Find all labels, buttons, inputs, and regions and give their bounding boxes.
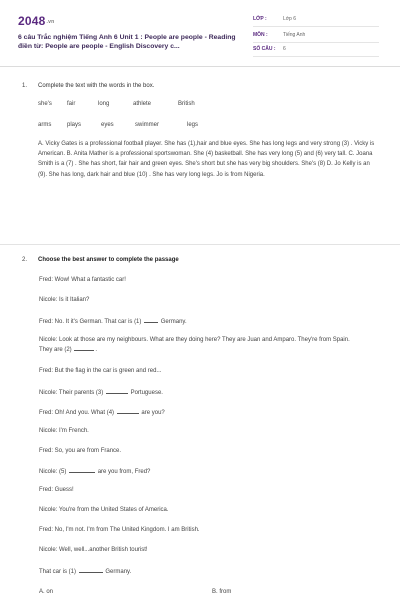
dialogue-line: Fred: Guess!	[39, 487, 74, 493]
meta-lop	[253, 14, 379, 27]
dialogue-line: Nicole: Well, well...another British tourist!	[39, 547, 148, 553]
site-logo[interactable]	[18, 14, 54, 28]
question-number: 1.	[22, 83, 28, 89]
section-divider	[0, 244, 400, 245]
dialogue-line: Nicole: I'm French.	[39, 428, 89, 434]
meta-socau-label: SỐ CÂU :	[253, 46, 276, 52]
question-instruction: Complete the text with the words in the box.	[38, 83, 155, 89]
dialogue-line: That car is (1) Germany.	[39, 569, 132, 575]
answer-option-b[interactable]: B. from	[212, 589, 232, 595]
dialogue-line: Fred: No, I'm not. I'm from The United Kingdom. I am British.	[39, 527, 200, 533]
meta-lop-label: LỚP :	[253, 16, 267, 22]
quiz-title: 6 câu Trắc nghiệm Tiếng Anh 6 Unit 1 : People are people - Reading điền từ: People are people - English Discovery c...	[18, 34, 236, 50]
page-header	[0, 0, 400, 64]
meta-lop-value: Lớp 6	[283, 16, 297, 22]
dialogue-line: Nicole: (5) are you from, Fred?	[39, 469, 151, 475]
logo-text: 2048	[18, 14, 46, 28]
reading-passage: A. Vicky Gates is a professional football player. She has (1),hair and blue eyes. She has long legs and very strong (3) . Vicky is American. B. Anita Mather is a professional sportswoman. She (4) basketball. She has very long (5) and (6) very tall. C. Joana Smith is a (7) . She has short, fair hair and green eyes. She's short but she has very big shoulders. She's (8) D. Jo Kelly is an (9). She has long, dark hair and blue (10) . She has very long legs. Jo is from Nigeria.	[38, 141, 375, 178]
word-item: British	[178, 101, 195, 107]
answer-blank[interactable]	[106, 388, 128, 394]
answer-blank[interactable]	[69, 467, 95, 473]
answer-blank[interactable]	[144, 317, 158, 323]
meta-socau	[253, 44, 379, 57]
dialogue-line: Fred: Oh! And you. What (4) are you?	[39, 410, 165, 416]
word-item: legs	[187, 122, 199, 128]
word-item: fair	[67, 101, 76, 107]
meta-mon-value: Tiếng Anh	[283, 32, 306, 38]
dialogue-line: Nicole: Is it Italian?	[39, 297, 90, 303]
word-item: arms	[38, 122, 52, 128]
answer-option-a[interactable]: A. on	[39, 589, 54, 595]
word-item: she's	[38, 101, 52, 107]
dialogue-line: Nicole: You're from the United States of America.	[39, 507, 169, 513]
word-item: eyes	[101, 122, 114, 128]
dialogue-line: Nicole: Their parents (3) Portuguese.	[39, 390, 163, 396]
dialogue-line: Nicole: Look at those are my neighbours. What are they doing here? They are Juan and Amparo. They're from Spain. They are (2) .	[39, 337, 350, 353]
dialogue-line: Fred: So, you are from France.	[39, 448, 122, 454]
question-instruction: Choose the best answer to complete the passage	[38, 257, 179, 263]
word-item: athlete	[133, 101, 152, 107]
answer-blank[interactable]	[74, 345, 94, 351]
logo-suffix: .vn	[46, 18, 55, 25]
question-number: 2.	[22, 257, 28, 263]
word-item: plays	[67, 122, 82, 128]
meta-mon-label: MÔN :	[253, 32, 268, 38]
dialogue-line: Fred: No. It it's German. That car is (1) Germany.	[39, 319, 187, 325]
answer-blank[interactable]	[117, 408, 139, 414]
dialogue-line: Fred: But the flag in the car is green and red...	[39, 368, 162, 374]
word-item: swimmer	[135, 122, 159, 128]
meta-socau-value: 6	[283, 46, 286, 52]
header-divider	[0, 66, 400, 67]
word-item: long	[98, 101, 110, 107]
dialogue-line: Fred: Wow! What a fantastic car!	[39, 277, 126, 283]
answer-blank[interactable]	[79, 567, 103, 573]
meta-mon	[253, 30, 379, 43]
